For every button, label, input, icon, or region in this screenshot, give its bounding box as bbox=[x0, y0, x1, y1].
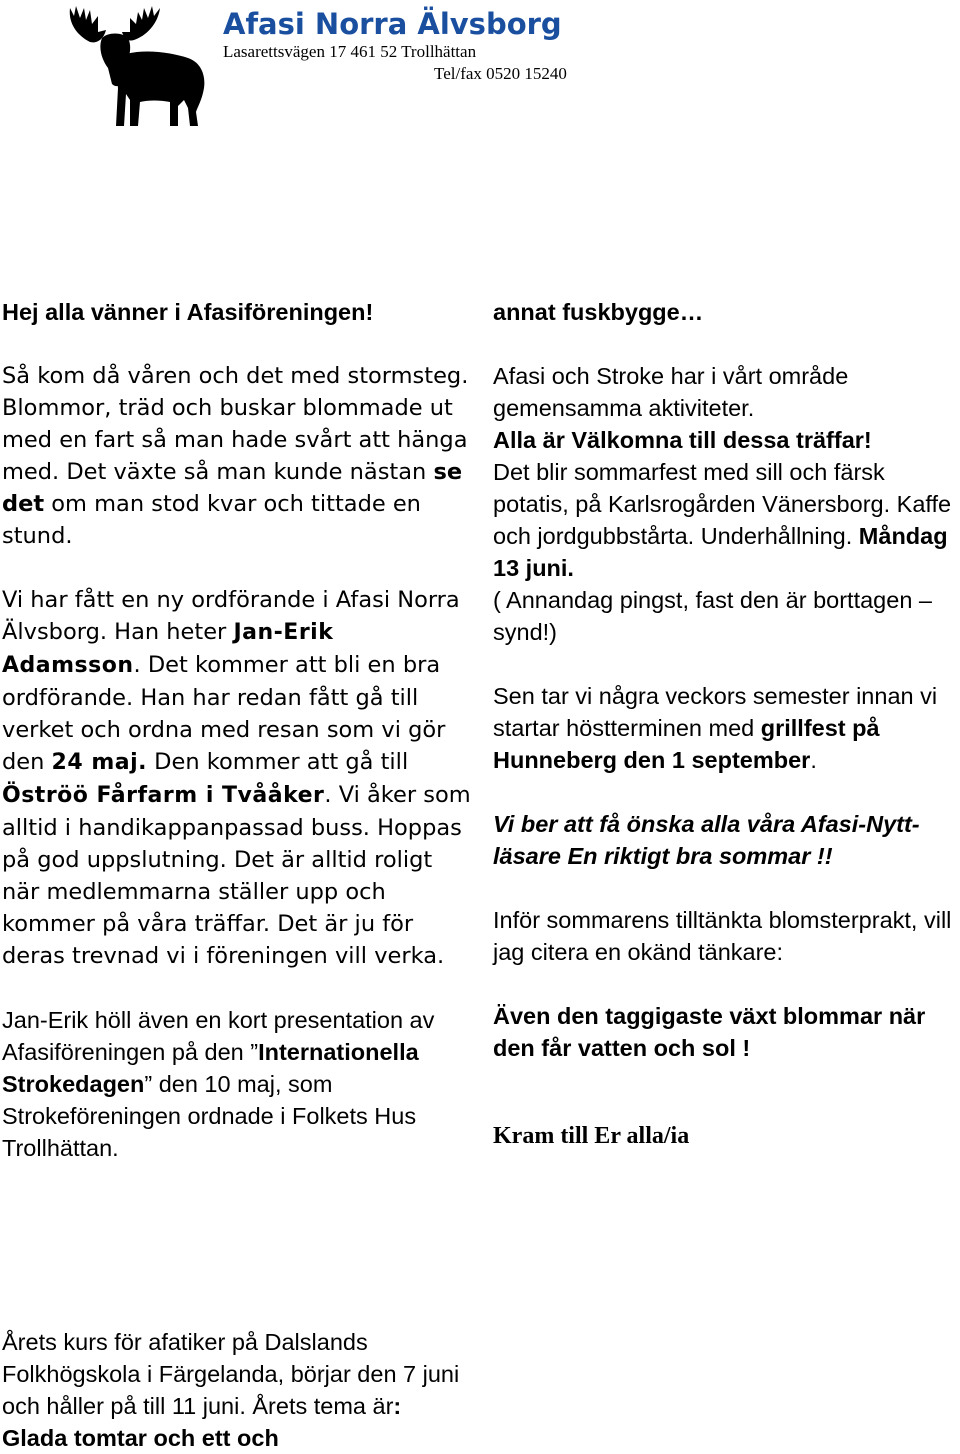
course-theme: : Glada tomtar och ett och bbox=[2, 1393, 402, 1451]
text: . Det kommer att bli en bra ordförande. Han har redan fått gå till verket och ordna med resan som vi gör den bbox=[2, 652, 446, 775]
chairman-name: Jan-Erik Adamsson bbox=[2, 620, 334, 678]
welcome-text: Alla är Välkomna till dessa träffar! bbox=[493, 427, 872, 453]
text: Sen tar vi några veckors semester innan vi startar höstterminen med bbox=[493, 683, 938, 741]
trip-destination: Öströö Fårfarm i Tvååker bbox=[2, 783, 325, 808]
continuation-text: annat fuskbygge… bbox=[493, 299, 704, 325]
event-highlight: grillfest på Hunneberg den 1 september bbox=[493, 715, 880, 773]
moose-icon bbox=[60, 2, 210, 128]
paragraph-quote-intro: Inför sommarens tilltänkta blomsterprakt, vill jag citera en okänd tänkare: bbox=[493, 907, 952, 965]
spacer bbox=[2, 972, 472, 1004]
text: . Vi åker som alltid i handikappanpassad buss. Hoppas på god uppslutning. Det är alltid roligt när medlemmarna ställer upp och kommer på våra träffar. Det är ju för deras trevnad vi i föreningen vill verka. bbox=[2, 782, 471, 969]
spacer bbox=[2, 328, 472, 360]
text: Så kom då våren och det med stormsteg. Blommor, träd och buskar blommade ut med en fart så man hade svårt att hänga med. Det växte så man kunde nästan bbox=[2, 363, 469, 485]
text: . bbox=[810, 747, 817, 773]
paragraph-autumn bbox=[493, 680, 958, 776]
left-column bbox=[2, 296, 472, 1164]
spacer bbox=[493, 776, 958, 808]
spacer bbox=[493, 648, 958, 680]
phone-fax: Tel/fax 0520 15240 bbox=[434, 64, 567, 83]
text: Det blir sommarfest med sill och färsk potatis, på Karlsrogården Vänersborg. Kaffe och jordgubbstårta. Underhållning. bbox=[493, 459, 952, 549]
address: Lasarettsvägen 17 461 52 Trollhättan bbox=[223, 42, 477, 61]
summer-greeting: Vi ber att få önska alla våra Afasi-Nytt-läsare En riktigt bra sommar !! bbox=[493, 811, 920, 869]
spacer bbox=[493, 968, 958, 1000]
event-date: Måndag 13 juni. bbox=[493, 523, 948, 581]
spacer bbox=[493, 328, 958, 360]
text: Vi har fått en ny ordförande i Afasi Norra Älvsborg. Han heter bbox=[2, 587, 460, 645]
text: Den kommer att gå till bbox=[147, 749, 409, 775]
greeting-heading: Hej alla vänner i Afasiföreningen! bbox=[2, 299, 374, 325]
spacer bbox=[2, 552, 472, 584]
text: ( Annandag pingst, fast den är borttagen – synd!) bbox=[493, 587, 932, 645]
text: Jan-Erik höll även en kort presentation av Afasiföreningen på den ” bbox=[2, 1007, 435, 1065]
paragraph-strokedagen bbox=[2, 1004, 472, 1164]
emphasis: se det bbox=[2, 459, 463, 517]
spacer bbox=[493, 1096, 958, 1120]
event-name: Internationella Strokedagen bbox=[2, 1039, 419, 1097]
text: Afasi och Stroke har i vårt område gemensamma aktiviteter. bbox=[493, 363, 849, 421]
organization-name: Afasi Norra Älvsborg bbox=[223, 7, 562, 41]
text: om man stod kvar och tittade en stund. bbox=[2, 491, 421, 549]
spacer bbox=[493, 1064, 958, 1096]
text: Årets kurs för afatiker på Dalslands Folkhögskola i Färgelanda, börjar den 7 juni och håller på till 11 juni. Årets tema är bbox=[2, 1329, 460, 1419]
trip-date: 24 maj. bbox=[51, 750, 147, 775]
text: ” den 10 maj, som Strokeföreningen ordnade i Folkets Hus Trollhättan. bbox=[2, 1071, 417, 1161]
spacer bbox=[493, 872, 958, 904]
paragraph-spring bbox=[2, 360, 472, 552]
letterhead bbox=[60, 0, 620, 140]
paragraph-activities bbox=[493, 360, 958, 648]
paragraph-chairman bbox=[2, 584, 472, 972]
paragraph-course bbox=[2, 1326, 472, 1454]
signature: Kram till Er alla/ia bbox=[493, 1123, 690, 1149]
right-column bbox=[493, 296, 958, 1152]
quote: Även den taggigaste växt blommar när den får vatten och sol ! bbox=[493, 1003, 926, 1061]
